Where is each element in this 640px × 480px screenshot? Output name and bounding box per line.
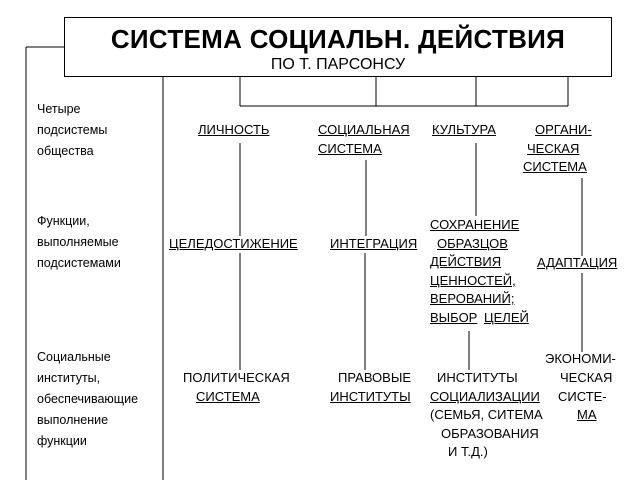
subsystem-culture: КУЛЬТУРА (432, 122, 496, 137)
institution-economic-line3: СИСТЕ- (558, 388, 607, 404)
institution-legal-line2: ИНСТИТУТЫ (330, 388, 411, 404)
subsystem-organic-line2: ЧЕСКАЯ (527, 140, 580, 156)
subsystem-organic-line1: ОРГАНИ- (535, 122, 592, 137)
institution-political-line2: СИСТЕМА (196, 388, 260, 404)
row-label-functions: Функции, выполняемые подсистемами (37, 214, 121, 270)
subsystem-social-line1: СОЦИАЛЬНАЯ (318, 122, 410, 137)
function-goal-attainment: ЦЕЛЕДОСТИЖЕНИЕ (169, 236, 298, 251)
institution-social-line4: ОБРАЗОВАНИЯ (441, 425, 539, 441)
function-pattern-line4: ЦЕННОСТЕЙ, (430, 272, 516, 288)
institution-economic-line2: ЧЕСКАЯ (560, 370, 613, 385)
row-label-subsystems: Четыре подсистемы общества (37, 102, 108, 158)
diagram-subtitle: ПО Т. ПАРСОНСУ (270, 56, 406, 73)
institution-social-line1: ИНСТИТУТЫ (437, 370, 518, 385)
subsystem-organic-line3: СИСТЕМА (523, 159, 587, 174)
institution-social-line2: СОЦИАЛИЗАЦИИ (430, 388, 540, 404)
row-label-institutions: Социальные институты, обеспечивающие выполнение функции (37, 350, 139, 448)
institution-political-line1: ПОЛИТИЧЕСКАЯ (183, 370, 290, 385)
institution-economic-line4: МА (577, 407, 597, 422)
function-pattern-line2: ОБРАЗЦОВ (437, 235, 508, 251)
title-box (64, 17, 612, 77)
function-pattern-line5: ВЕРОВАНИЙ; (430, 291, 515, 306)
subsystem-personality: ЛИЧНОСТЬ (198, 122, 270, 137)
diagram-title: СИСТЕМА СОЦИАЛЬН. ДЕЙСТВИЯ (110, 24, 566, 54)
function-pattern-line6b: ЦЕЛЕЙ (484, 309, 529, 325)
function-integration: ИНТЕГРАЦИЯ (330, 236, 418, 251)
institution-legal-line1: ПРАВОВЫЕ (338, 370, 412, 385)
subsystem-social-line2: СИСТЕМА (318, 140, 382, 156)
function-pattern-line3: ДЕЙСТВИЯ (430, 254, 502, 269)
function-pattern-line6a: ВЫБОР (430, 309, 478, 325)
function-pattern-line1: СОХРАНЕНИЕ (430, 217, 520, 232)
institution-economic-line1: ЭКОНОМИ- (545, 351, 616, 366)
institution-social-line5: И Т.Д.) (448, 444, 488, 459)
function-adaptation: АДАПТАЦИЯ (537, 255, 618, 270)
institution-social-line3: (СЕМЬЯ, СИТЕМА (430, 407, 543, 422)
